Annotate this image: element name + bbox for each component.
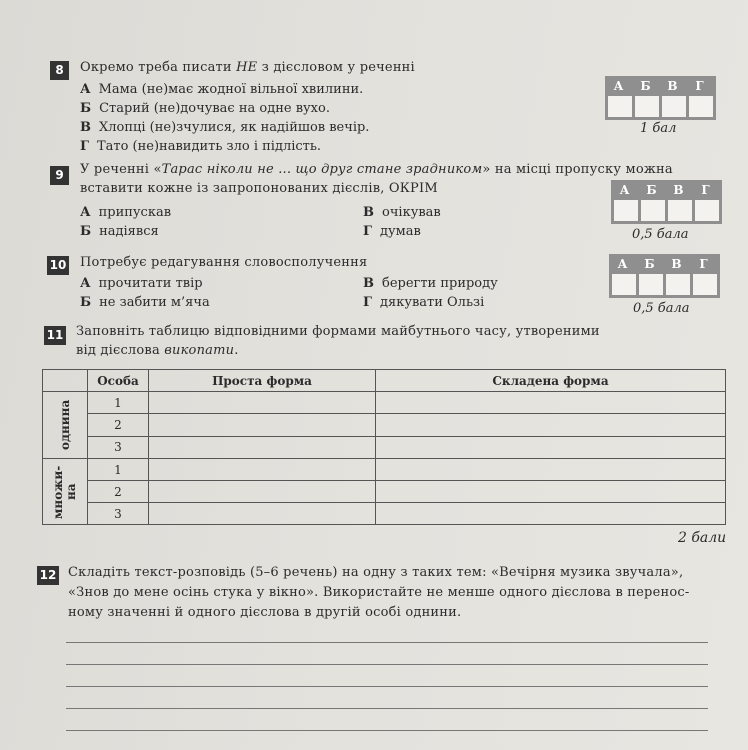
question-8-option-b: Б Старий (не)дочуває на одне вухо.: [80, 101, 330, 116]
question-12-prompt-line3: ному значенні й одного дієслова в другій особі однини.: [68, 605, 462, 620]
answer-cell[interactable]: [641, 200, 665, 221]
question-11-prompt-line1: Заповніть таблицю відповідними формами майбутнього часу, утвореними: [76, 324, 600, 339]
header-person: Особа: [88, 370, 149, 392]
simple-form-cell[interactable]: [149, 392, 376, 414]
question-10-answer-grid: [609, 254, 720, 298]
question-10-option-v: В берегти природу: [363, 276, 498, 291]
table-row: [43, 503, 726, 525]
answer-cell[interactable]: [666, 274, 690, 295]
answer-cell[interactable]: [635, 96, 659, 117]
grid-letter: Г: [699, 257, 708, 271]
question-9-option-h: Г думав: [363, 224, 421, 239]
simple-form-cell[interactable]: [149, 414, 376, 436]
question-12-number: 12: [37, 566, 59, 585]
question-8-number: 8: [50, 61, 69, 80]
future-tense-table: [42, 369, 726, 525]
question-9-prompt-line2: вставити кожне із запропонованих дієслів, ОКРІМ: [80, 181, 438, 196]
header-compound-form: Складена форма: [376, 370, 726, 392]
question-11-score: 2 бали: [678, 530, 727, 546]
question-10-number: 10: [47, 256, 69, 275]
answer-cell[interactable]: [695, 200, 719, 221]
simple-form-cell[interactable]: [149, 436, 376, 458]
grid-letter: Г: [695, 79, 704, 93]
table-row: [43, 436, 726, 458]
question-10-score: 0,5 бала: [633, 301, 690, 316]
person-cell: 1: [88, 459, 149, 481]
question-10-option-b: Б не забити м’яча: [80, 295, 210, 310]
answer-cell[interactable]: [668, 200, 692, 221]
grid-letter: Г: [701, 183, 710, 197]
question-8-option-a: А Мама (не)має жодної вільної хвилини.: [80, 82, 364, 97]
question-10-option-h: Г дякувати Ользі: [363, 295, 485, 310]
answer-cell[interactable]: [662, 96, 686, 117]
person-cell: 2: [88, 414, 149, 436]
answer-cell[interactable]: [612, 274, 636, 295]
grid-letter: Б: [646, 183, 657, 197]
question-9-option-a: А припускав: [80, 205, 172, 220]
answer-cell[interactable]: [608, 96, 632, 117]
grid-letter: А: [619, 183, 630, 197]
question-12-prompt-line1: Складіть текст-розповідь (5–6 речень) на одну з таких тем: «Вечірня музика звучала»,: [68, 565, 684, 580]
simple-form-cell[interactable]: [149, 481, 376, 503]
question-8-answer-grid: [605, 76, 716, 120]
question-12-prompt-line2: «Знов до мене осінь стука у вікно». Використайте не менше одного дієслова в перенос-: [68, 585, 690, 600]
table-row: [43, 414, 726, 436]
table-row: [43, 459, 726, 481]
answer-cell[interactable]: [689, 96, 713, 117]
grid-letter: В: [671, 257, 682, 271]
answer-line[interactable]: [66, 642, 708, 643]
simple-form-cell[interactable]: [149, 503, 376, 525]
question-9-answer-grid: [611, 180, 722, 224]
question-11-number: 11: [44, 326, 66, 345]
person-cell: 3: [88, 436, 149, 458]
header-simple-form: Проста форма: [149, 370, 376, 392]
table-row: [43, 481, 726, 503]
group-plural: множи-на: [43, 459, 88, 525]
person-cell: 1: [88, 392, 149, 414]
question-8-option-h: Г Тато (не)навидить зло і підлість.: [80, 139, 322, 154]
group-singular: однина: [43, 392, 88, 459]
question-9-option-b: Б надіявся: [80, 224, 159, 239]
answer-line[interactable]: [66, 664, 708, 665]
simple-form-cell[interactable]: [149, 459, 376, 481]
grid-letter: А: [617, 257, 628, 271]
compound-form-cell[interactable]: [376, 414, 726, 436]
compound-form-cell[interactable]: [376, 481, 726, 503]
person-cell: 3: [88, 503, 149, 525]
grid-letter: В: [673, 183, 684, 197]
compound-form-cell[interactable]: [376, 436, 726, 458]
compound-form-cell[interactable]: [376, 392, 726, 414]
question-9-option-v: В очікував: [363, 205, 441, 220]
question-8-option-v: В Хлопці (не)зчулися, як надійшов вечір.: [80, 120, 370, 135]
grid-letter: Б: [640, 79, 651, 93]
answer-cell[interactable]: [614, 200, 638, 221]
person-cell: 2: [88, 481, 149, 503]
answer-line[interactable]: [66, 708, 708, 709]
question-11-prompt-line2: від дієслова викопати.: [76, 343, 239, 358]
question-8-score: 1 бал: [640, 121, 677, 136]
compound-form-cell[interactable]: [376, 459, 726, 481]
answer-cell[interactable]: [693, 274, 717, 295]
question-10-option-a: А прочитати твір: [80, 276, 203, 291]
grid-letter: В: [667, 79, 678, 93]
grid-letter: Б: [644, 257, 655, 271]
table-row: [43, 392, 726, 414]
question-8-prompt: Окремо треба писати НЕ з дієсловом у реченні: [80, 60, 415, 75]
question-10-prompt: Потребує редагування словосполучення: [80, 255, 368, 270]
question-9-score: 0,5 бала: [632, 227, 689, 242]
question-9-number: 9: [50, 166, 69, 185]
answer-line[interactable]: [66, 686, 708, 687]
table-header-row: [43, 370, 726, 392]
question-9-prompt-line1: У реченні «Тарас ніколи не ... що друг стане зрадником» на місці пропуску можна: [80, 162, 673, 177]
grid-letter: А: [613, 79, 624, 93]
answer-cell[interactable]: [639, 274, 663, 295]
compound-form-cell[interactable]: [376, 503, 726, 525]
answer-line[interactable]: [66, 730, 708, 731]
